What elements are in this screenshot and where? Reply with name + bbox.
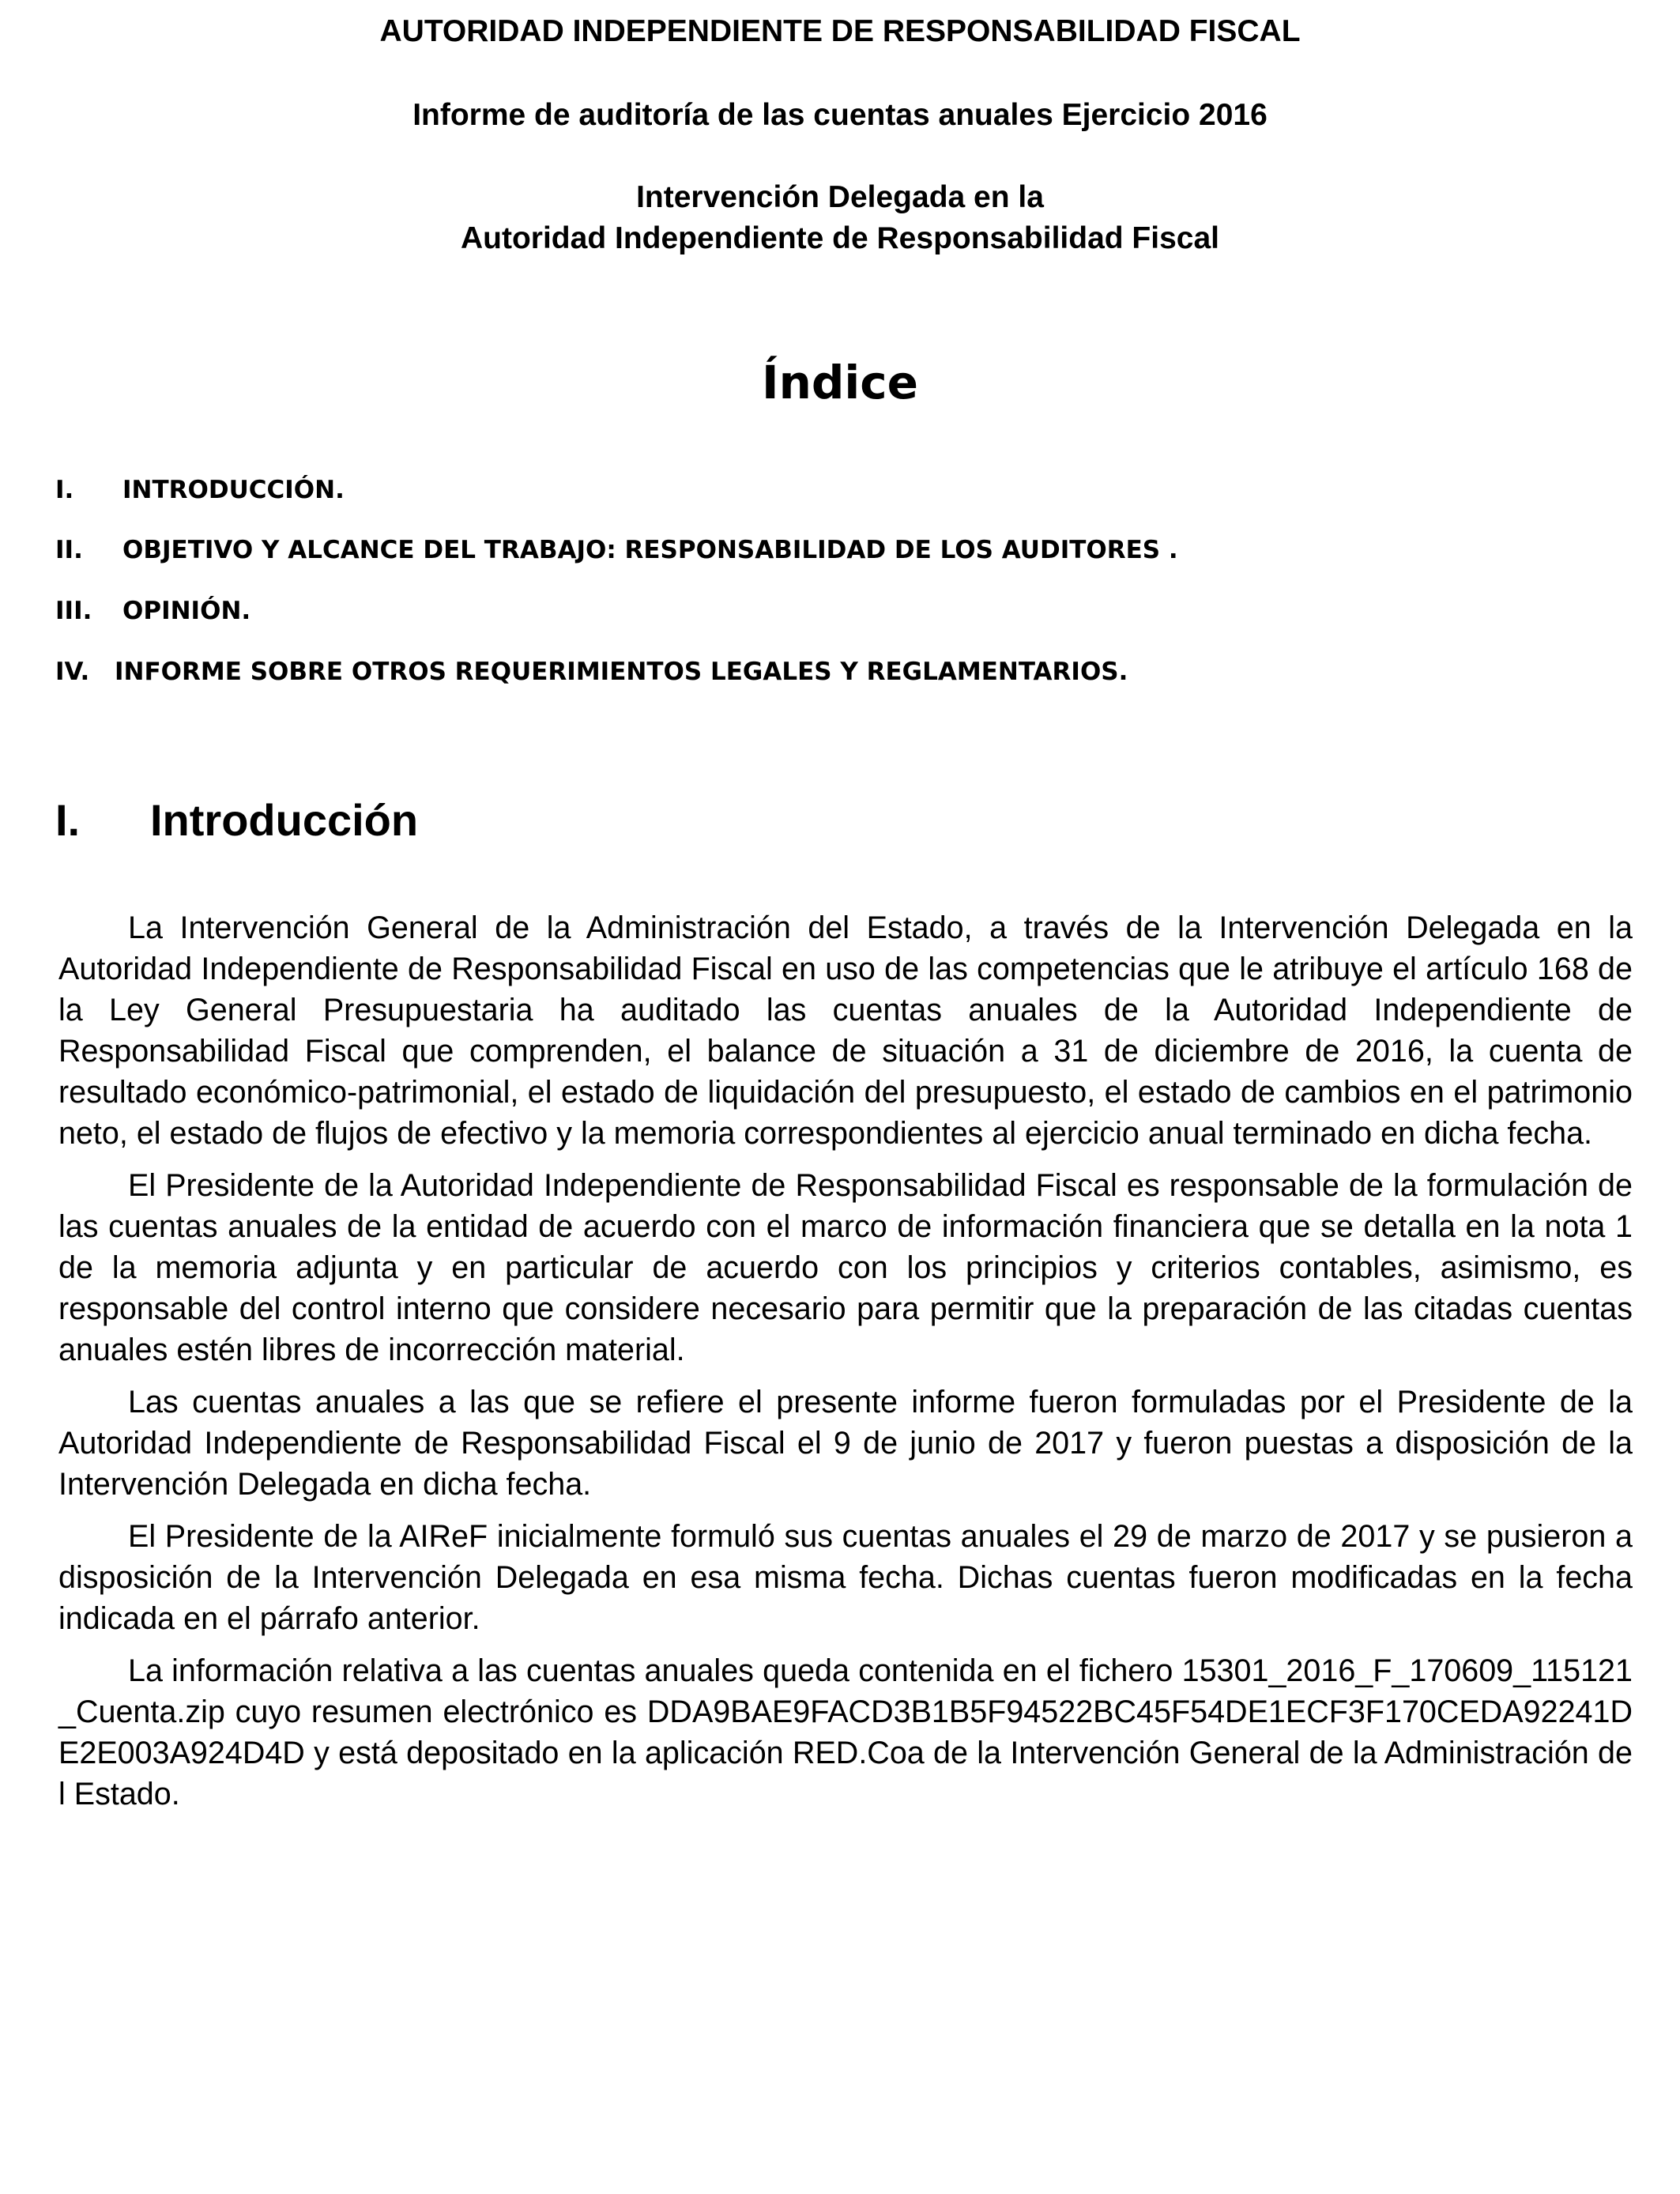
- body-paragraph: Las cuentas anuales a las que se refiere el presente informe fueron formuladas por el Presidente de la Autoridad Independiente de Responsabilidad Fiscal el 9 de junio de 2017 y fueron puestas a disposición de la Intervención Delegada en dicha fecha.: [58, 1385, 1633, 1502]
- header-issuer-line2: Autoridad Independiente de Responsabilidad Fiscal: [461, 221, 1219, 255]
- toc-item-number: I.: [55, 476, 74, 504]
- toc-item-label: INTRODUCCIÓN.: [122, 476, 345, 504]
- toc-item-label: OPINIÓN.: [122, 597, 251, 625]
- header-organization: AUTORIDAD INDEPENDIENTE DE RESPONSABILIDAD FISCAL: [379, 14, 1301, 48]
- body-paragraph: La Intervención General de la Administración del Estado, a través de la Intervención Delegada en la Autoridad Independiente de Responsabilidad Fiscal en uso de las competencias que le atribuye el artículo 168 de la Ley General Presupuestaria ha auditado las cuentas anuales de la Autoridad Independiente de Responsabilidad Fiscal que comprenden, el balance de situación a 31 de diciembre de 2016, la cuenta de resultado económico-patrimonial, el estado de liquidación del presupuesto, el estado de cambios en el patrimonio neto, el estado de flujos de efectivo y la memoria correspondientes al ejercicio anual terminado en dicha fecha.: [58, 910, 1633, 1151]
- section-title: Introducción: [150, 795, 419, 845]
- toc-item-number: IV.: [55, 658, 90, 686]
- toc-item-opinion: [55, 597, 250, 625]
- header-issuer-line1: Intervención Delegada en la: [636, 180, 1044, 214]
- body-paragraph: El Presidente de la Autoridad Independiente de Responsabilidad Fiscal es responsable de la formulación de las cuentas anuales de la entidad de acuerdo con el marco de información financiera que se detalla en la nota 1 de la memoria adjunta y en particular de acuerdo con los principios y criterios contables, asimismo, es responsable del control interno que considere necesario para permitir que la preparación de las citadas cuentas anuales estén libres de incorrección material.: [58, 1168, 1633, 1367]
- toc-item-number: III.: [55, 597, 92, 625]
- body-paragraph: La información relativa a las cuentas anuales queda contenida en el fichero 15301_2016_F_170609_115121_Cuenta.zip cuyo resumen electrónico es DDA9BAE9FACD3B1B5F94522BC45F54DE1ECF3F170CEDA92241DE2E003A924D4D y está depositado en la aplicación RED.Coa de la Intervención General de la Administración del Estado.: [58, 1653, 1633, 1811]
- toc-item-number: II.: [55, 536, 83, 564]
- section-number: I.: [55, 795, 81, 845]
- section-heading-introduccion: [55, 794, 418, 846]
- section-body: [58, 907, 1633, 1826]
- toc-item-introduccion: [55, 476, 345, 504]
- toc-item-label: INFORME SOBRE OTROS REQUERIMIENTOS LEGALES Y REGLAMENTARIOS.: [115, 658, 1128, 686]
- index-title: Índice: [762, 356, 918, 409]
- header-report-title: Informe de auditoría de las cuentas anuales Ejercicio 2016: [412, 98, 1268, 132]
- toc-item-objetivo: [55, 536, 1178, 564]
- toc-item-otros-requerimientos: [55, 658, 1128, 686]
- body-paragraph: El Presidente de la AIReF inicialmente formuló sus cuentas anuales el 29 de marzo de 2017 y se pusieron a disposición de la Intervención Delegada en esa misma fecha. Dichas cuentas fueron modificadas en la fecha indicada en el párrafo anterior.: [58, 1519, 1633, 1636]
- toc-item-label: OBJETIVO Y ALCANCE DEL TRABAJO: RESPONSABILIDAD DE LOS AUDITORES .: [122, 536, 1178, 564]
